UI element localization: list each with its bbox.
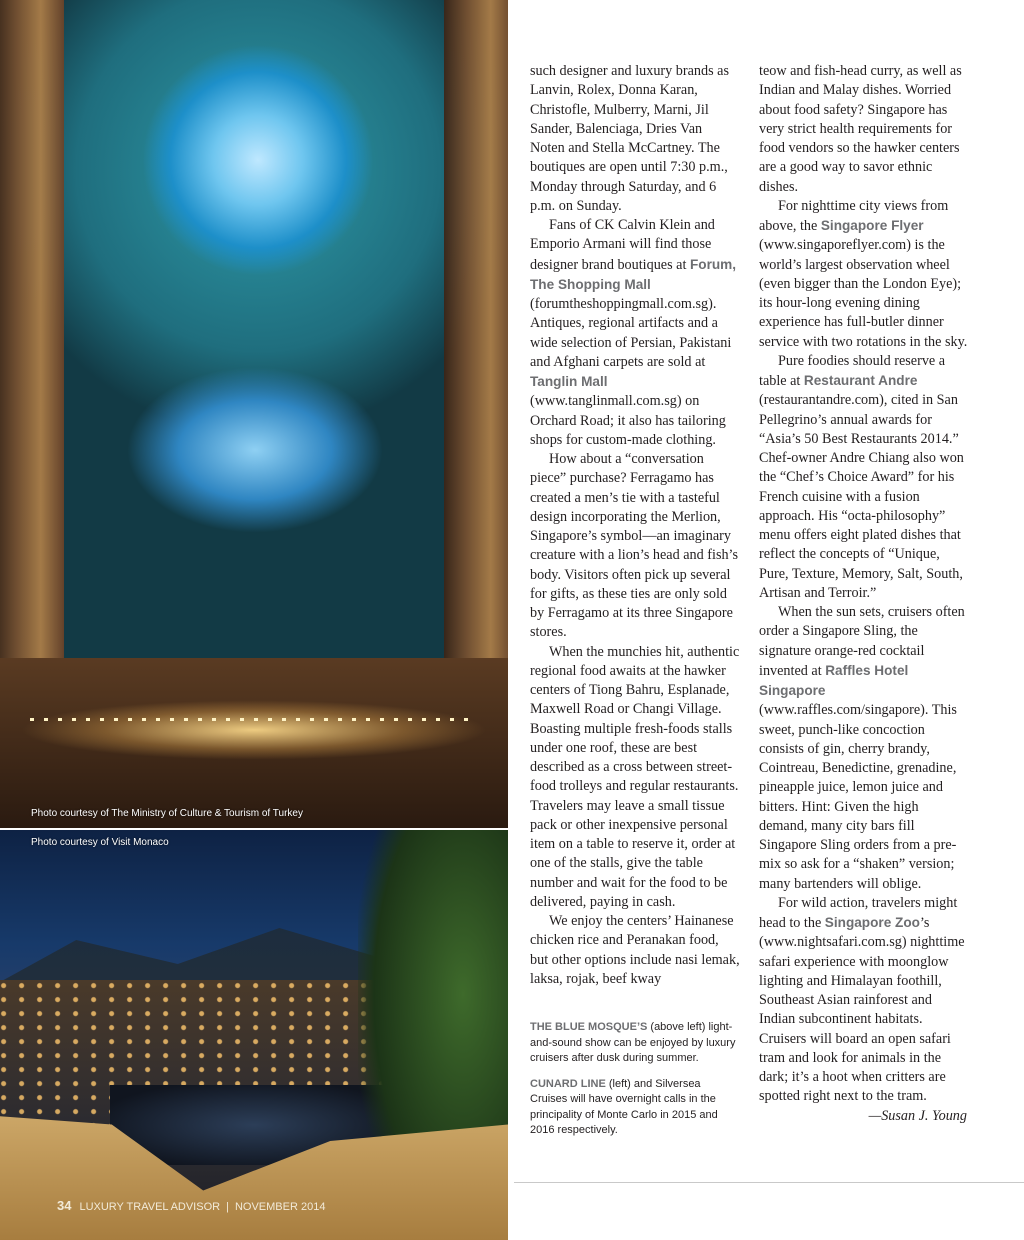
paragraph xyxy=(759,352,969,603)
text-run: Fans of CK Calvin Klein and Emporio Armani will find those designer brand boutiques at xyxy=(530,217,715,273)
chandelier-lights xyxy=(30,718,478,721)
photo-captions xyxy=(530,1020,740,1149)
caption-cunard xyxy=(530,1077,740,1139)
mosque-photo-credit: Photo courtesy of The Ministry of Culture & Tourism of Turkey xyxy=(31,808,303,819)
paragraph: When the munchies hit, authentic regional food awaits at the hawker centers of Tiong Bahru, Esplanade, Maxwell Road or Changi Village. Boasting multiple fresh-foods stalls under one roof, these are best described as a cross between street-food trolleys and regular restaurants. Travelers may leave a small tissue pack or other inexpensive personal item on a table to reserve it, order at one of the stalls, give the table number and wait for the food to be delivered, paying in cash. xyxy=(530,643,740,910)
author-signoff: —Susan J. Young xyxy=(868,1107,967,1124)
text-run: When the sun sets, cruisers often order a Singapore Sling, the signature orange-red cocktail invented at xyxy=(759,604,965,679)
text-run: (www.tanglinmall.com.sg) on Orchard Road; it also has tailoring shops for custom-made clothing. xyxy=(530,393,726,448)
article-column-2 xyxy=(759,62,969,1126)
paragraph: How about a “conversation piece” purchase? Ferragamo has created a men’s tie with a tasteful design incorporating the Merlion, Singapore’s symbol—an imaginary creature with a lion’s head and fish’s body. Visitors often pick up several for gifts, as these ties are only sold by Ferragamo at its three Singapore stores. xyxy=(530,451,739,641)
paragraph: teow and fish-head curry, as well as Indian and Malay dishes. Worried about food safety? Singapore has very strict health requirements for food vendors so the hawker centers are a good way to savor ethnic dishes. xyxy=(759,63,962,195)
caption-blue-mosque xyxy=(530,1020,740,1067)
venue-forum-mall: Forum, The Shopping Mall xyxy=(530,256,737,292)
venue-tanglin-mall: Tanglin Mall xyxy=(530,374,608,389)
venue-raffles-hotel: Raffles Hotel Singapore xyxy=(759,662,909,698)
paragraph: such designer and luxury brands as Lanvin, Rolex, Donna Karan, Christofle, Mulberry, Marni, Jil Sander, Balenciaga, Dries Van Noten and Stella McCartney. The boutiques are open until 7:30 p.m., Monday through Saturday, and 6 p.m. on Sunday. xyxy=(530,63,729,214)
article-column-1 xyxy=(530,62,740,989)
paragraph xyxy=(759,603,969,894)
caption-text: (above left) light-and-sound show can be enjoyed by luxury cruisers after dusk during summer. xyxy=(530,1021,736,1064)
paragraph xyxy=(530,216,740,450)
chandelier-glow xyxy=(20,700,488,760)
blue-mosque-photo xyxy=(0,0,508,828)
text-run: Pure foodies should reserve a table at xyxy=(759,352,946,389)
monaco-photo-credit: Photo courtesy of Visit Monaco xyxy=(31,837,169,848)
footer-divider xyxy=(514,1182,1024,1183)
text-run: (forumtheshoppingmall.com.sg). Antiques, regional artifacts and a wide selection of Persian, Pakistani and Afghani carpets are sold at xyxy=(530,296,732,370)
venue-restaurant-andre: Restaurant Andre xyxy=(803,373,918,388)
paragraph xyxy=(759,894,969,1107)
paragraph xyxy=(759,197,969,352)
text-run: (www.singaporeflyer.com) is the world’s largest observation wheel (even bigger than the London Eye); its hour-long evening dining experience has full-butler dinner service with two rotations in the sky. xyxy=(759,237,968,350)
venue-singapore-zoo: Singapore Zoo xyxy=(824,915,920,930)
venue-singapore-flyer: Singapore Flyer xyxy=(820,218,924,233)
folio-separator: | xyxy=(226,1201,229,1213)
caption-lead: THE BLUE MOSQUE’S xyxy=(530,1021,648,1033)
monaco-photo xyxy=(0,830,508,1240)
page-number: 34 xyxy=(57,1198,72,1213)
text-run: For wild action, travelers might head to the xyxy=(759,894,958,931)
caption-text: (left) and Silversea Cruises will have overnight calls in the principality of Monte Carlo in 2015 and 2016 respectively. xyxy=(530,1077,718,1136)
text-run: For nighttime city views from above, the xyxy=(759,197,949,234)
caption-lead: CUNARD LINE xyxy=(530,1077,606,1090)
paragraph: We enjoy the centers’ Hainanese chicken rice and Peranakan food, but other options include nasi lemak, laksa, rojak, beef kway xyxy=(530,913,740,987)
page-folio xyxy=(57,1198,325,1213)
issue-date: NOVEMBER 2014 xyxy=(234,1201,326,1213)
text-run: ’s (www.nightsafari.com.sg) nighttime safari experience with moonglow lighting and Himalayan foothill, Southeast Asian rainforest and Indian subcontinent habitats. Cruisers will board an open safari tram and look for animals in the dark; it’s a hoot when critters are spotted right next to the tram. xyxy=(759,915,965,1105)
publication-name: LUXURY TRAVEL ADVISOR xyxy=(79,1201,221,1213)
text-run: (restaurantandre.com), cited in San Pellegrino’s annual awards for “Asia’s 50 Best Restaurants 2014.” Chef-owner Andre Chiang also won the “Chef’s Choice Award” for his French cuisine with a fusion approach. His “octa-philosophy” menu offers eight plated dishes that reflect the concepts of “Unique, Pure, Texture, Memory, Salt, South, Artisan and Terroir.” xyxy=(759,392,964,601)
text-run: (www.raffles.com/singapore). This sweet, punch-like concoction consists of gin, cherry brandy, Cointreau, Benedictine, grenadine, pineapple juice, lemon juice and bitters. Hint: Given the high demand, many city bars fill Singapore Sling orders from a pre-mix so ask for a “shaken” version; many bartenders will oblige. xyxy=(759,702,957,892)
